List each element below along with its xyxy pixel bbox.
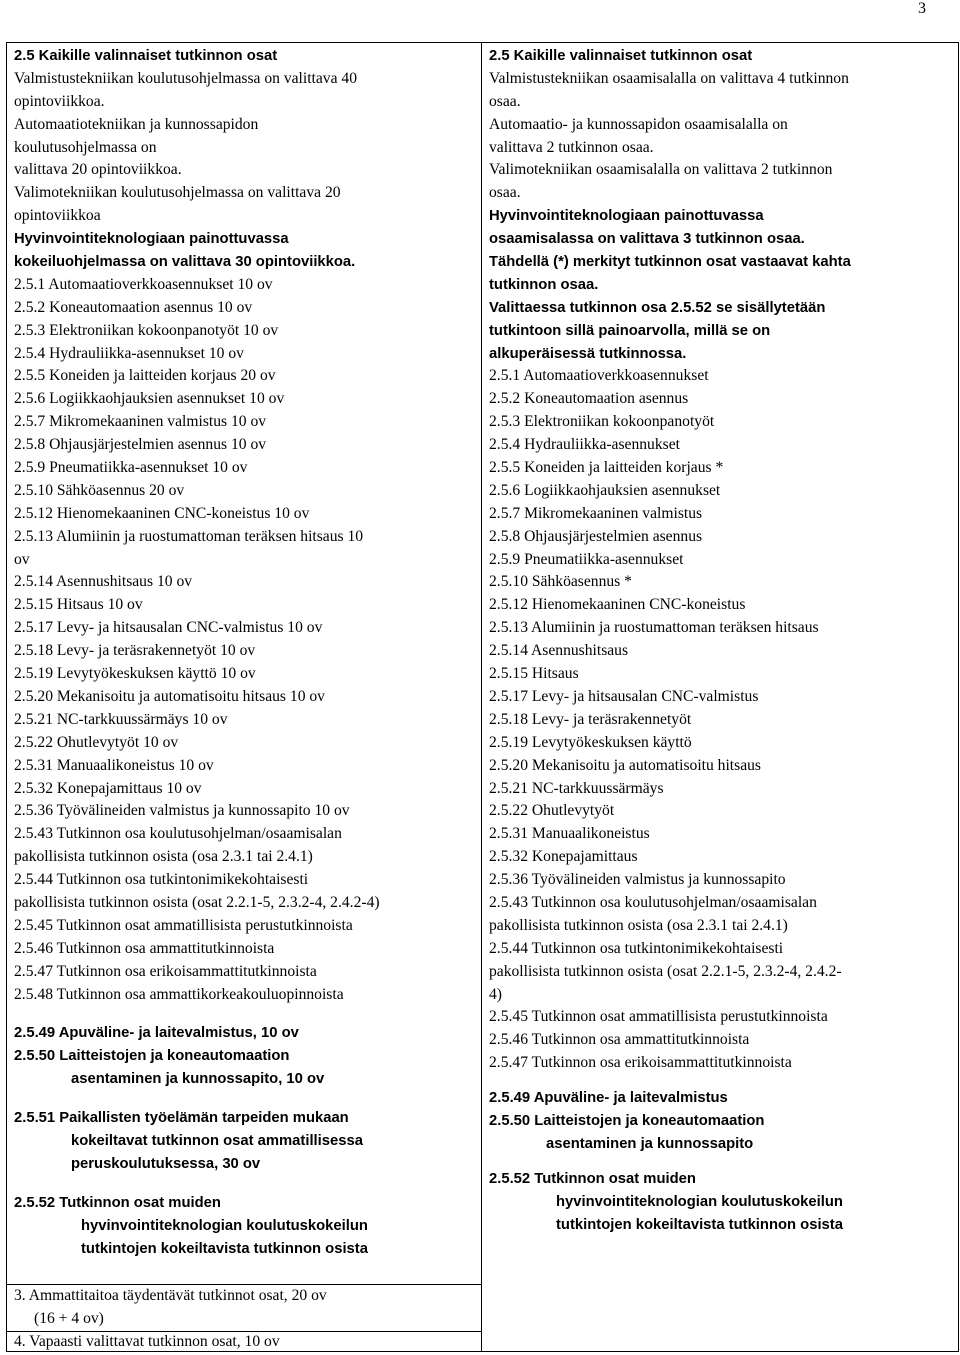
list-item: 2.5.10 Sähköasennus *	[489, 573, 632, 591]
intro-line: Automaatiotekniikan ja kunnossapidon	[14, 115, 259, 133]
list-item: 2.5.6 Logiikkaohjauksien asennukset	[489, 481, 721, 499]
page-number: 3	[918, 0, 926, 17]
left-item-2-5-52-cont2: tutkintojen kokeiltavista tutkinnon osista	[81, 1240, 368, 1257]
bold-intro-line: Valittaessa tutkinnon osa 2.5.52 se sisällytetään	[489, 299, 826, 316]
bold-intro-line: alkuperäisessä tutkinnossa.	[489, 345, 687, 362]
list-item: 2.5.9 Pneumatiikka-asennukset 10 ov	[14, 459, 248, 477]
list-item: 2.5.13 Alumiinin ja ruostumattoman teräksen hitsaus	[489, 619, 819, 637]
list-item: pakollisista tutkinnon osista (osa 2.3.1 tai 2.4.1)	[489, 916, 788, 934]
list-item: 2.5.20 Mekanisoitu ja automatisoitu hitsaus 10 ov	[14, 687, 325, 705]
intro-line: Valimotekniikan osaamisalalla on valittava 2 tutkinnon	[489, 161, 833, 179]
list-item: pakollisista tutkinnon osista (osat 2.2.1-5, 2.3.2-4, 2.4.2-4)	[14, 893, 380, 911]
bold-intro-line: osaamisalassa on valittava 3 tutkinnon osaa.	[489, 231, 805, 248]
list-item: 2.5.1 Automaatioverkkoasennukset	[489, 367, 709, 385]
section-4-cell	[7, 1331, 482, 1354]
list-item: 2.5.4 Hydrauliikka-asennukset 10 ov	[14, 344, 244, 362]
list-item: 2.5.21 NC-tarkkuussärmäys 10 ov	[14, 710, 228, 728]
left-item-2-5-51-cont1: kokeiltavat tutkinnon osat ammatillisessa	[71, 1132, 363, 1149]
list-item: 2.5.31 Manuaalikoneistus	[489, 825, 650, 843]
list-item: 2.5.19 Levytyökeskuksen käyttö 10 ov	[14, 665, 256, 683]
left-item-2-5-50-cont: asentaminen ja kunnossapito, 10 ov	[71, 1071, 325, 1088]
right-item-2-5-50: 2.5.50 Laitteistojen ja koneautomaation	[489, 1112, 765, 1129]
list-item: 2.5.12 Hienomekaaninen CNC-koneistus 10 ov	[14, 504, 310, 522]
list-item: 2.5.19 Levytyökeskuksen käyttö	[489, 733, 692, 751]
list-item: ov	[14, 550, 30, 568]
left-item-2-5-49: 2.5.49 Apuväline- ja laitevalmistus, 10 ov	[14, 1025, 299, 1042]
list-item: pakollisista tutkinnon osista (osat 2.2.1-5, 2.3.2-4, 2.4.2-	[489, 962, 842, 980]
list-item: 2.5.12 Hienomekaaninen CNC-koneistus	[489, 596, 746, 614]
list-item: 2.5.20 Mekanisoitu ja automatisoitu hitsaus	[489, 756, 761, 774]
left-intro	[14, 68, 473, 228]
list-item: 2.5.43 Tutkinnon osa koulutusohjelman/osaamisalan	[14, 825, 342, 843]
intro-line: Valmistustekniikan osaamisalalla on valittava 4 tutkinnon	[489, 69, 849, 87]
list-item: 2.5.15 Hitsaus	[489, 665, 579, 683]
left-item-2-5-52-cont1: hyvinvointiteknologian koulutuskokeilun	[81, 1217, 368, 1234]
intro-line: Valimotekniikan koulutusohjelmassa on valittava 20	[14, 184, 341, 202]
list-item: 2.5.46 Tutkinnon osa ammattitutkinnoista	[489, 1031, 750, 1049]
intro-line: Automaatio- ja kunnossapidon osaamisalalla on	[489, 115, 788, 133]
list-item: 2.5.8 Ohjausjärjestelmien asennus 10 ov	[14, 436, 267, 454]
list-item: 4)	[489, 985, 502, 1003]
left-item-2-5-51-cont2: peruskoulutuksessa, 30 ov	[71, 1155, 261, 1172]
list-item: 2.5.1 Automaatioverkkoasennukset 10 ov	[14, 275, 273, 293]
list-item: pakollisista tutkinnon osista (osa 2.3.1 tai 2.4.1)	[14, 848, 313, 866]
left-column	[7, 43, 482, 1351]
bold-intro-line: Tähdellä (*) merkityt tutkinnon osat vastaavat kahta	[489, 254, 851, 271]
list-item: 2.5.22 Ohutlevytyöt	[489, 802, 615, 820]
left-cell	[7, 43, 481, 1260]
list-item: 2.5.32 Konepajamittaus	[489, 848, 638, 866]
comparison-table	[6, 42, 959, 1352]
list-item: 2.5.9 Pneumatiikka-asennukset	[489, 550, 684, 568]
list-item: 2.5.45 Tutkinnon osat ammatillisista perustutkinnoista	[489, 1008, 828, 1026]
section-4-title: 4. Vapaasti valittavat tutkinnon osat, 10 ov	[14, 1333, 280, 1350]
section-3-detail: (16 + 4 ov)	[34, 1309, 104, 1327]
list-item: 2.5.32 Konepajamittaus 10 ov	[14, 779, 202, 797]
list-item: 2.5.14 Asennushitsaus	[489, 642, 629, 660]
left-item-2-5-50: 2.5.50 Laitteistojen ja koneautomaation	[14, 1048, 290, 1065]
bold-intro-line: tutkinnon osaa.	[489, 276, 599, 293]
list-item: 2.5.43 Tutkinnon osa koulutusohjelman/osaamisalan	[489, 893, 817, 911]
list-item: 2.5.3 Elektroniikan kokoonpanotyöt 10 ov	[14, 321, 279, 339]
right-item-list	[489, 365, 950, 1075]
list-item: 2.5.6 Logiikkaohjauksien asennukset 10 ov	[14, 390, 285, 408]
bold-intro-line: kokeiluohjelmassa on valittava 30 opintoviikkoa.	[14, 254, 356, 271]
list-item: 2.5.18 Levy- ja teräsrakennetyöt	[489, 710, 692, 728]
list-item: 2.5.17 Levy- ja hitsausalan CNC-valmistus	[489, 687, 759, 705]
right-item-2-5-52-cont1: hyvinvointiteknologian koulutuskokeilun	[556, 1193, 843, 1210]
intro-line: valittava 2 tutkinnon osaa.	[489, 138, 654, 156]
intro-line: Valmistustekniikan koulutusohjelmassa on valittava 40	[14, 69, 358, 87]
section-3-title: 3. Ammattitaitoa täydentävät tutkinnot osat, 20 ov	[14, 1287, 327, 1304]
bold-intro-line: Hyvinvointiteknologiaan painottuvassa	[489, 208, 764, 225]
right-item-2-5-52: 2.5.52 Tutkinnon osat muiden	[489, 1170, 696, 1187]
intro-line: opintoviikkoa.	[14, 92, 105, 110]
list-item: 2.5.31 Manuaalikoneistus 10 ov	[14, 756, 214, 774]
list-item: 2.5.17 Levy- ja hitsausalan CNC-valmistus 10 ov	[14, 619, 323, 637]
right-cell	[482, 43, 958, 1236]
list-item: 2.5.2 Koneautomaation asennus	[489, 390, 689, 408]
list-item: 2.5.45 Tutkinnon osat ammatillisista perustutkinnoista	[14, 916, 353, 934]
list-item: 2.5.15 Hitsaus 10 ov	[14, 596, 143, 614]
intro-line: osaa.	[489, 92, 521, 110]
list-item: 2.5.47 Tutkinnon osa erikoisammattitutkinnoista	[14, 962, 317, 980]
left-item-2-5-52: 2.5.52 Tutkinnon osat muiden	[14, 1194, 221, 1211]
list-item: 2.5.48 Tutkinnon osa ammattikorkeakouluopinnoista	[14, 985, 344, 1003]
list-item: 2.5.3 Elektroniikan kokoonpanotyöt	[489, 413, 715, 431]
section-3-cell	[7, 1285, 482, 1331]
intro-line: osaa.	[489, 184, 521, 202]
left-item-list	[14, 274, 473, 1007]
list-item: 2.5.8 Ohjausjärjestelmien asennus	[489, 527, 703, 545]
intro-line: koulutusohjelmassa on	[14, 138, 157, 156]
list-item: 2.5.36 Työvälineiden valmistus ja kunnossapito	[489, 871, 786, 889]
list-item: 2.5.5 Koneiden ja laitteiden korjaus 20 ov	[14, 367, 276, 385]
right-intro	[489, 68, 950, 205]
list-item: 2.5.5 Koneiden ja laitteiden korjaus *	[489, 459, 724, 477]
right-item-2-5-52-cont2: tutkintojen kokeiltavista tutkinnon osista	[556, 1216, 843, 1233]
right-item-2-5-49: 2.5.49 Apuväline- ja laitevalmistus	[489, 1090, 728, 1107]
list-item: 2.5.46 Tutkinnon osa ammattitutkinnoista	[14, 939, 275, 957]
right-bold-intro	[489, 205, 950, 365]
list-item: 2.5.7 Mikromekaaninen valmistus 10 ov	[14, 413, 267, 431]
list-item: 2.5.10 Sähköasennus 20 ov	[14, 481, 185, 499]
list-item: 2.5.21 NC-tarkkuussärmäys	[489, 779, 664, 797]
bold-intro-line: tutkintoon sillä painoarvolla, millä se on	[489, 322, 771, 339]
intro-line: valittava 20 opintoviikkoa.	[14, 161, 182, 179]
bold-intro-line: Hyvinvointiteknologiaan painottuvassa	[14, 231, 289, 248]
list-item: 2.5.44 Tutkinnon osa tutkintonimikekohtaisesti	[489, 939, 784, 957]
left-item-2-5-51: 2.5.51 Paikallisten työelämän tarpeiden mukaan	[14, 1110, 349, 1127]
right-item-2-5-50-cont: asentaminen ja kunnossapito	[546, 1135, 754, 1152]
list-item: 2.5.14 Asennushitsaus 10 ov	[14, 573, 193, 591]
list-item: 2.5.7 Mikromekaaninen valmistus	[489, 504, 703, 522]
list-item: 2.5.47 Tutkinnon osa erikoisammattitutkinnoista	[489, 1054, 792, 1072]
list-item: 2.5.22 Ohutlevytyöt 10 ov	[14, 733, 179, 751]
list-item: 2.5.36 Työvälineiden valmistus ja kunnossapito 10 ov	[14, 802, 350, 820]
list-item: 2.5.44 Tutkinnon osa tutkintonimikekohtaisesti	[14, 871, 309, 889]
list-item: 2.5.13 Alumiinin ja ruostumattoman teräksen hitsaus 10	[14, 527, 364, 545]
list-item: 2.5.18 Levy- ja teräsrakennetyöt 10 ov	[14, 642, 256, 660]
right-column	[482, 43, 958, 1351]
right-heading: 2.5 Kaikille valinnaiset tutkinnon osat	[489, 48, 753, 64]
list-item: 2.5.4 Hydrauliikka-asennukset	[489, 436, 680, 454]
list-item: 2.5.2 Koneautomaation asennus 10 ov	[14, 298, 253, 316]
intro-line: opintoviikkoa	[14, 207, 101, 225]
left-bold-intro	[14, 228, 473, 274]
left-heading: 2.5 Kaikille valinnaiset tutkinnon osat	[14, 48, 278, 64]
